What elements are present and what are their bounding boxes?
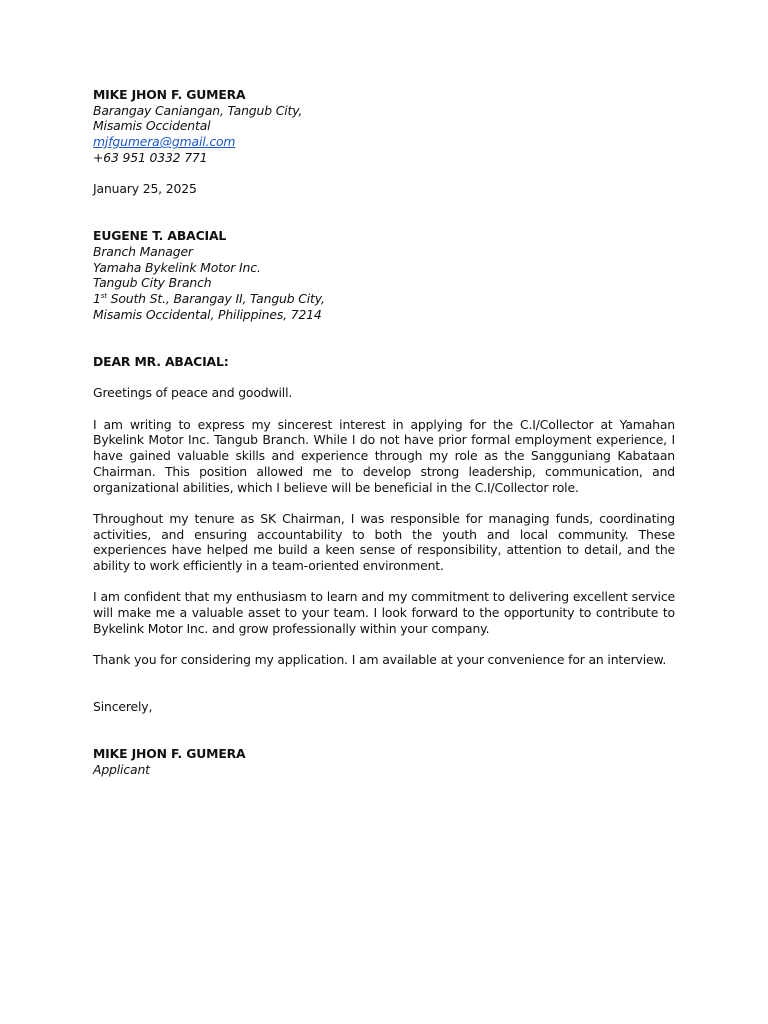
salutation: DEAR MR. ABACIAL: bbox=[93, 353, 229, 369]
address-number: 1 bbox=[93, 291, 101, 307]
closing: Sincerely, bbox=[93, 699, 153, 715]
sender-name: MIKE JHON F. GUMERA bbox=[93, 87, 246, 102]
cover-letter bbox=[93, 87, 675, 778]
sender-email-link[interactable]: mjfgumera@gmail.com bbox=[93, 134, 236, 150]
recipient-branch: Tangub City Branch bbox=[93, 275, 212, 291]
signature-role: Applicant bbox=[93, 762, 150, 778]
greeting-paragraph: Greetings of peace and goodwill. bbox=[93, 385, 293, 401]
body-paragraph-3: I am confident that my enthusiasm to learn and my commitment to delivering excellent service will make me a valuable asset to your team. I look forward to the opportunity to contribute to Bykelink Motor Inc. and grow professionally within your company. bbox=[93, 589, 675, 636]
address-street: South St., Barangay II, Tangub City, bbox=[106, 291, 325, 307]
recipient-address-line2: Misamis Occidental, Philippines, 7214 bbox=[93, 306, 322, 322]
address-ordinal-suffix: st bbox=[100, 292, 107, 301]
recipient-title: Branch Manager bbox=[93, 244, 193, 259]
recipient-company: Yamaha Bykelink Motor Inc. bbox=[93, 259, 261, 275]
letter-body bbox=[93, 385, 675, 668]
sender-phone: +63 951 0332 771 bbox=[93, 149, 208, 165]
sender-address-line1: Barangay Caniangan, Tangub City, bbox=[93, 102, 303, 118]
recipient-address-line1 bbox=[93, 291, 675, 307]
body-paragraph-2: Throughout my tenure as SK Chairman, I was responsible for managing funds, coordinating activities, and ensuring accountability to both the youth and local community. These experiences have helped me build a keen sense of responsibility, attention to detail, and the ability to work efficiently in a team-oriented environment. bbox=[93, 510, 675, 573]
sender-address-line2: Misamis Occidental bbox=[93, 118, 211, 134]
recipient-name: EUGENE T. ABACIAL bbox=[93, 228, 227, 244]
letter-date: January 25, 2025 bbox=[93, 181, 197, 197]
recipient-block bbox=[93, 228, 675, 322]
signature-block bbox=[93, 746, 675, 777]
body-paragraph-4: Thank you for considering my application. I am available at your convenience for an interview. bbox=[93, 652, 667, 668]
signature-name: MIKE JHON F. GUMERA bbox=[93, 746, 246, 762]
sender-block bbox=[93, 87, 675, 166]
body-paragraph-1: I am writing to express my sincerest interest in applying for the C.I/Collector at Yamahan Bykelink Motor Inc. Tangub Branch. While I do not have prior formal employment experience, I have gained valuable skills and experience through my role as the Sangguniang Kabataan Chairman. This position allowed me to develop strong leadership, communication, and organizational abilities, which I believe will be beneficial in the C.I/Collector role. bbox=[93, 416, 675, 495]
